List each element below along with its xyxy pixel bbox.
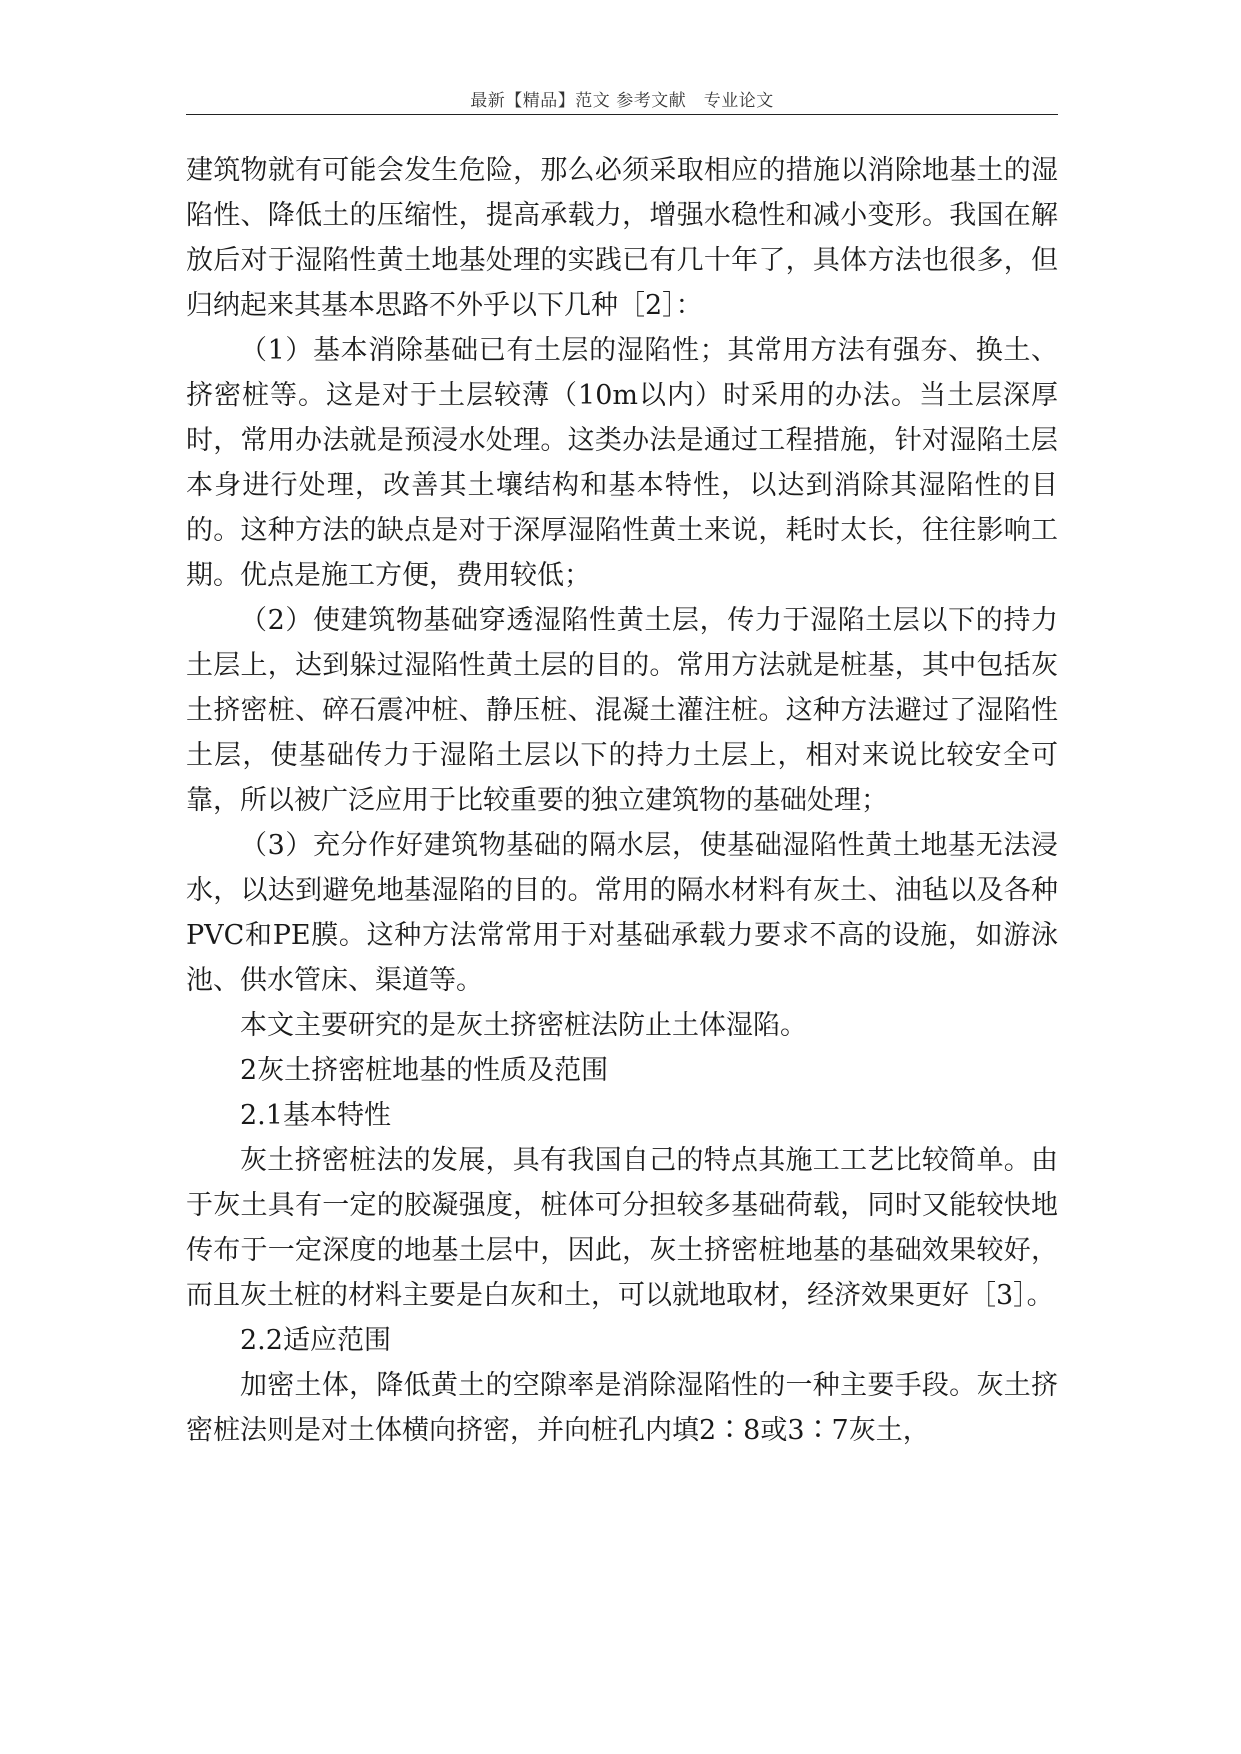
paragraph-scope: 本文主要研究的是灰土挤密桩法防止土体湿陷。 [240, 1010, 807, 1041]
section-heading-2-2: 2.2适应范围 [240, 1325, 391, 1356]
page-header: 最新【精品】范文 参考文献 专业论文 [470, 91, 774, 111]
paragraph-basic-properties: 灰土挤密桩法的发展，具有我国自己的特点其施工工艺比较简单。由于灰土具有一定的胶凝强度，桩体可分担较多基础荷载，同时又能较快地传布于一定深度的地基土层中，因此，灰土挤密桩地基的基础效果较好，而且灰土桩的材料主要是白灰和土，可以就地取材，经济效果更好［3］。 [186, 1145, 1058, 1311]
paragraph-method-2: （2）使建筑物基础穿透湿陷性黄土层，传力于湿陷土层以下的持力土层上，达到躲过湿陷性黄土层的目的。常用方法就是桩基，其中包括灰土挤密桩、碎石震冲桩、静压桩、混凝土灌注桩。这种方法避过了湿陷性土层，使基础传力于湿陷土层以下的持力土层上，相对来说比较安全可靠，所以被广泛应用于比较重要的独立建筑物的基础处理； [186, 605, 1058, 816]
section-heading-2-1: 2.1基本特性 [240, 1100, 391, 1131]
paragraph-intro: 建筑物就有可能会发生危险，那么必须采取相应的措施以消除地基土的湿陷性、降低土的压缩性，提高承载力，增强水稳性和减小变形。我国在解放后对于湿陷性黄土地基处理的实践已有几十年了，具体方法也很多，但归纳起来其基本思路不外乎以下几种［2］： [186, 155, 1058, 321]
document-body [186, 148, 1058, 1453]
section-heading-2: 2灰土挤密桩地基的性质及范围 [240, 1055, 609, 1086]
header-divider [186, 114, 1058, 115]
paragraph-application-range: 加密土体，降低黄土的空隙率是消除湿陷性的一种主要手段。灰土挤密桩法则是对土体横向挤密，并向桩孔内填2∶8或3∶7灰土， [186, 1370, 1058, 1446]
paragraph-method-3: （3）充分作好建筑物基础的隔水层，使基础湿陷性黄土地基无法浸水，以达到避免地基湿陷的目的。常用的隔水材料有灰土、油毡以及各种PVC和PE膜。这种方法常常用于对基础承载力要求不高的设施，如游泳池、供水管床、渠道等。 [186, 830, 1058, 996]
paragraph-method-1: （1）基本消除基础已有土层的湿陷性；其常用方法有强夯、换土、挤密桩等。这是对于土层较薄（10m以内）时采用的办法。当土层深厚时，常用办法就是预浸水处理。这类办法是通过工程措施，针对湿陷土层本身进行处理，改善其土壤结构和基本特性，以达到消除其湿陷性的目的。这种方法的缺点是对于深厚湿陷性黄土来说，耗时太长，往往影响工期。优点是施工方便，费用较低； [186, 335, 1058, 591]
